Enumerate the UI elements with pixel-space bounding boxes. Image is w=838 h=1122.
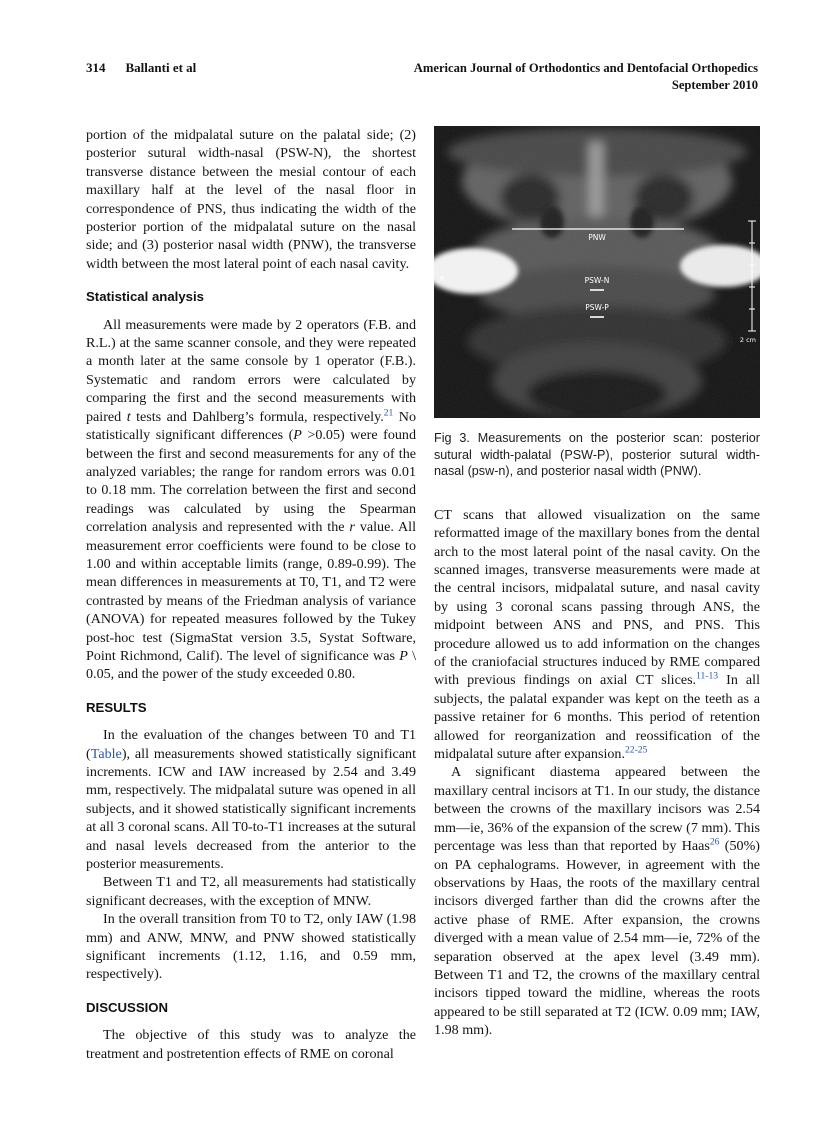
table-link[interactable]: Table (90, 745, 122, 762)
citation-ref-link[interactable]: 11-13 (696, 670, 719, 682)
ct-scan-image (434, 126, 760, 418)
heading-discussion: DISCUSSION (86, 999, 169, 1015)
figure-caption (434, 430, 760, 480)
text-segment: tests and Dahlberg’s formula, respectively. (130, 408, 384, 425)
left-column (86, 126, 416, 1063)
running-head-right (414, 60, 758, 93)
text-segment: All measurements were made by 2 operators (F.B. and R.L.) at the same scanner console, and they were repeated a month later at the same console by 1 operator (F.B.). Systematic and random errors were calculated by comparing the first and the second measurements with paired (86, 316, 416, 425)
text-segment: CT scans that allowed visualization on the same reformatted image of the maxillary bones from the dental arch to the most lateral point of the nasal cavity. On the scanned images, transverse measurements were made at the central incisors, midpalatal suture, and nasal cavity by using 3 coronal scans passing through ANS, the midpoint between ANS and PNS, and PNS. This procedure allowed us to add information on the changes of the craniofacial structures induced by RME compared with previous findings on axial CT slices. (434, 506, 760, 689)
text-segment: portion of the midpalatal suture on the palatal side; (2) posterior sutural width-nasal (PSW-N), the shortest transverse distance between the mesial contour of each maxillary half at the level of the nasal floor in correspondence of PNS, thus indicating the width of the posterior portion of the midpalatal suture on the nasal side; and (3) posterior nasal width (PNW), the transverse width between the most lateral point of each nasal cavity. (86, 127, 416, 272)
paragraph-results-3 (86, 910, 416, 984)
scan-noise-overlay (434, 126, 760, 418)
text-segment: P (399, 647, 408, 664)
paragraph-results-1 (86, 726, 416, 873)
heading-results: RESULTS (86, 699, 147, 715)
scale-label: 2 cm (739, 336, 756, 344)
text-segment: In the overall transition from T0 to T2, only IAW (1.98 mm) and ANW, MNW, and PNW showed statistically significant increments (1.12, 1.16, and 0.59 mm, respectively). (86, 911, 416, 983)
text-segment: >0.05) were found between the first and second measurements for any of the analyzed variables; the range for random errors was 0.01 to 0.18 mm. The correlation between the first and second readings was calculated by using the Spearman correlation analysis and represented with the (86, 427, 417, 536)
citation-ref-link[interactable]: 26 (709, 836, 720, 848)
page-number: 314 (86, 60, 106, 75)
text-segment: The objective of this study was to analyze the treatment and postretention effects of RME on coronal (86, 1027, 416, 1062)
right-column (434, 126, 760, 1040)
paragraph-continuation (86, 126, 416, 273)
text-segment: In the evaluation of the changes between T0 and T1 ( (86, 727, 416, 762)
paragraph-discussion-cont-2 (434, 763, 760, 1039)
journal-title: American Journal of Orthodontics and Dentofacial Orthopedics (413, 61, 758, 75)
text-segment: \ 0.05, and the power of the study exceeded 0.80. (86, 647, 416, 683)
paragraph-discussion (86, 1026, 416, 1063)
pnw-label: PNW (588, 233, 606, 242)
running-head-left (86, 60, 196, 76)
citation-ref-link[interactable]: 21 (383, 407, 394, 418)
text-segment: r (349, 519, 355, 536)
text-segment: In all subjects, the palatal expander was kept on the teeth as a passive retainer for 6 months. This period of retention allowed for reorganization and reossification of the midpalatal suture after expansion. (434, 672, 760, 763)
orientation-r-label: R (440, 275, 445, 283)
text-segment: ), all measurements showed statistically significant increments. ICW and IAW increased by 2.54 and 3.49 mm, respectively. The midpalatal suture was opened in all subjects, and it showed statistically significant increments at all 3 coronal scans. All T0-to-T1 increases at the sutural and nasal levels decreased from the anterior to the posterior measurements. (86, 745, 416, 873)
text-segment: value. All measurement error coefficients were found to be close to 1.00 and within acceptable limits (range, 0.89-0.99). The mean differences in measurements at T0, T1, and T2 were contrasted by means of the Friedman analysis of variance (ANOVA) for repeated measures followed by the Tukey post-hoc test (SigmaStat version 3.5, Systat Software, Point Richmond, Calif). The level of significance was (86, 519, 416, 664)
text-segment: A significant diastema appeared between the maxillary central incisors at T1. In our study, the distance between the crowns of the maxillary incisors was 2.54 mm—ie, 36% of the expansion of the screw (7 mm). This percentage was less than that reported by Haas (434, 764, 760, 855)
text-segment: P (293, 427, 302, 444)
text-segment: Between T1 and T2, all measurements had statistically significant decreases, with the exception of MNW. (86, 874, 416, 909)
text-segment: Fig 3. Measurements on the posterior scan: posterior sutural width-palatal (PSW-P), posterior sutural width-nasal (psw-n), and posterior nasal width (PNW). (434, 431, 760, 479)
text-segment: No statistically significant differences ( (86, 408, 416, 444)
paragraph-results-2 (86, 873, 416, 910)
figure-3 (434, 126, 760, 480)
text-segment: t (126, 408, 131, 425)
heading-statistical-analysis: Statistical analysis (86, 289, 205, 305)
psw-p-label: PSW-P (585, 303, 609, 312)
issue-date: September 2010 (671, 77, 758, 92)
running-author: Ballanti et al (125, 60, 197, 75)
text-segment: (50%) on PA cephalograms. However, in agreement with the observations by Haas, the roots of the maxillary central incisors diverged farther than did the crowns after the active phase of RME. After expansion, the crowns diverged with a mean value of 2.54 mm—ie, 72% of the separation observed at the apex level (3.49 mm). Between T1 and T2, the crowns of the maxillary central incisors tipped toward the midline, whereas the roots appeared to be still separated at T2 (ICW. 0.09 mm; IAW, 1.98 mm). (434, 838, 760, 1039)
citation-ref-link[interactable]: 22-25 (624, 744, 648, 756)
paragraph-discussion-cont-1 (434, 506, 760, 764)
psw-n-label: PSW-N (584, 276, 610, 285)
paragraph-statistical (86, 316, 416, 684)
